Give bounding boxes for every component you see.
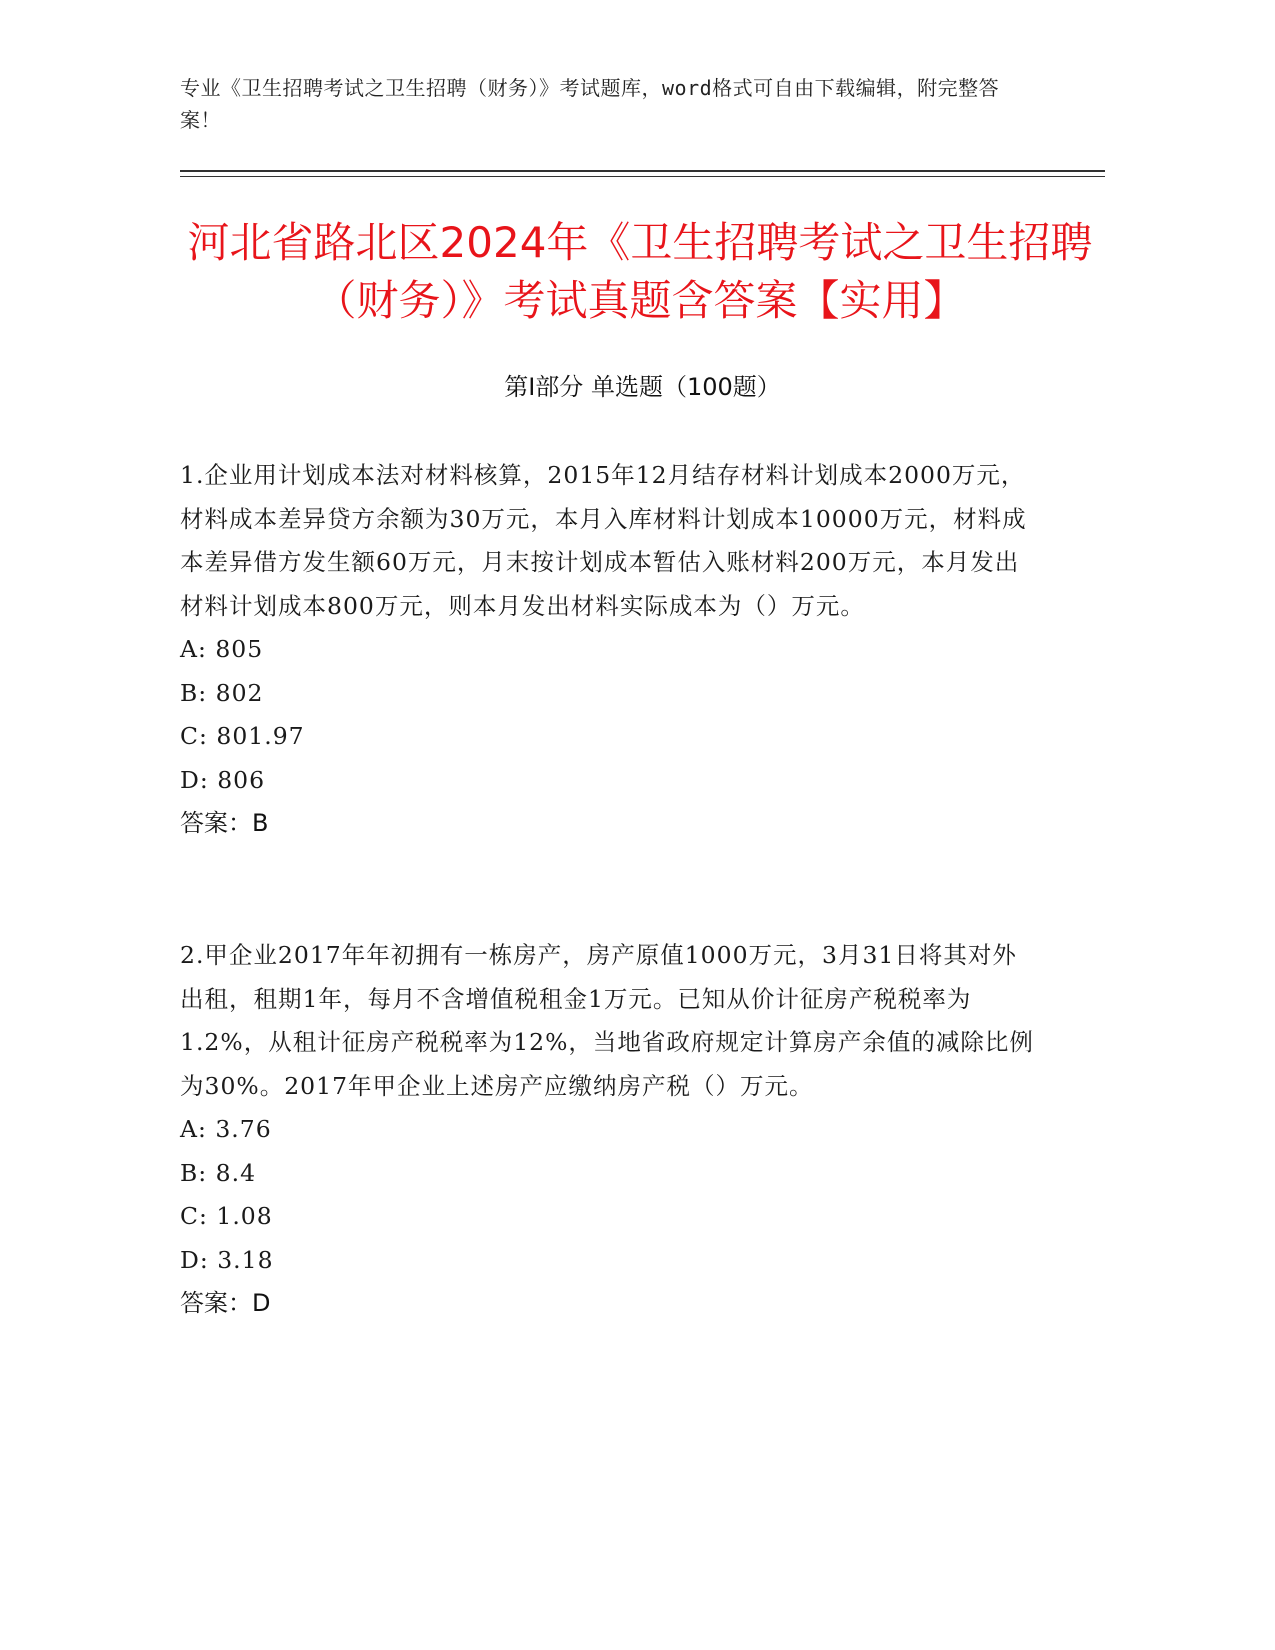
option-c: C: 801.97 [180, 722, 305, 750]
option-a: A: 805 [180, 635, 264, 663]
header-rule-thin [180, 176, 1105, 177]
answer: 答案：D [180, 1289, 271, 1317]
option-d: D: 3.18 [180, 1245, 274, 1274]
header-rule-thick [180, 170, 1105, 172]
option-c: C: 1.08 [180, 1202, 273, 1230]
option-b: B: 8.4 [180, 1158, 257, 1187]
document-title: 河北省路北区2024年《卫生招聘考试之卫生招聘（财务）》考试真题含答案【实用】 [187, 218, 1093, 325]
question-stem: 2.甲企业2017年年初拥有一栋房产，房产原值1000万元，3月31日将其对外出租，租期1年，每月不含增值税租金1万元。已知从价计征房产税税率为1.2%，从租计征房产税税率为12%，当地省政府规定计算房产余值的减除比例为30%。2017年甲企业上述房产应缴纳房产税（）万元。 [180, 941, 1034, 1100]
question-2 [180, 934, 1040, 1326]
answer: 答案：B [180, 809, 269, 837]
option-a: A: 3.76 [180, 1115, 272, 1143]
section-heading: 第Ⅰ部分 单选题（100题） [504, 373, 781, 401]
option-b: B: 802 [180, 678, 264, 707]
question-1 [180, 454, 1040, 846]
option-d: D: 806 [180, 765, 266, 794]
header-note: 专业《卫生招聘考试之卫生招聘（财务）》考试题库，word格式可自由下载编辑，附完整答案！ [180, 76, 1000, 132]
question-stem: 1.企业用计划成本法对材料核算，2015年12月结存材料计划成本2000万元，材料成本差异贷方余额为30万元，本月入库材料计划成本10000万元，材料成本差异借方发生额60万元，月末按计划成本暂估入账材料200万元，本月发出材料计划成本800万元，则本月发出材料实际成本为（）万元。 [180, 461, 1027, 620]
